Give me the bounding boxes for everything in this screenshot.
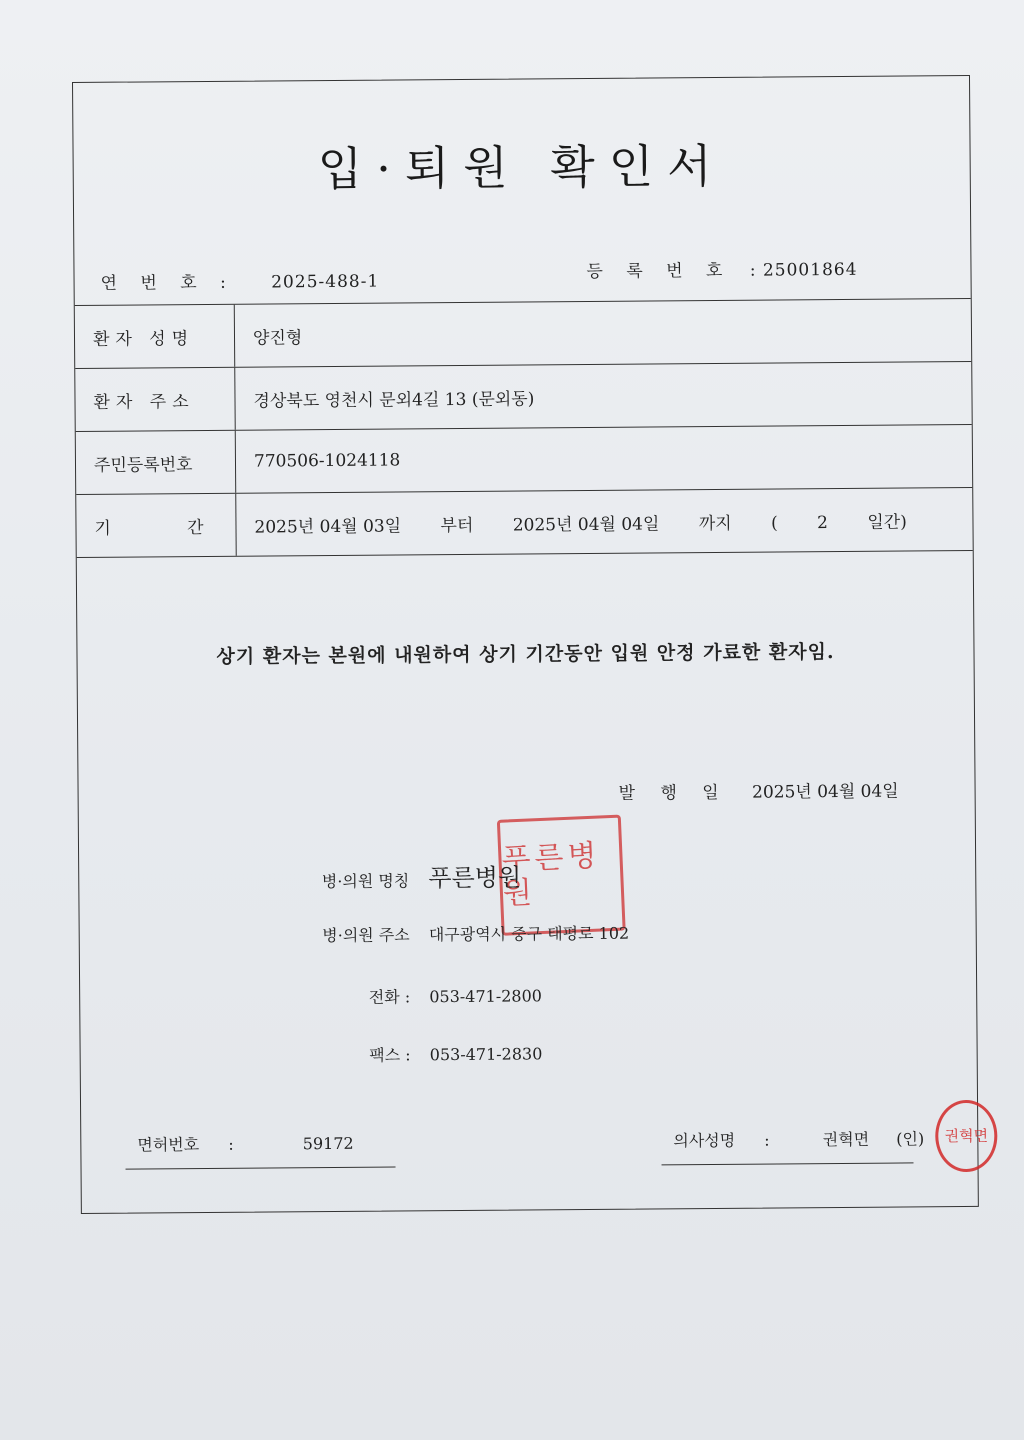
hospital-name-line	[219, 857, 521, 894]
license-underline	[126, 1166, 396, 1169]
certificate-frame	[72, 75, 989, 1214]
hospital-fax: 053-471-2830	[429, 1044, 543, 1065]
patient-name-value: 양진형	[252, 327, 303, 349]
hospital-name-label: 병·의원 명칭	[321, 871, 410, 892]
period-label-first: 기	[94, 518, 118, 539]
hospital-phone-line	[220, 983, 542, 1009]
registration-number	[586, 255, 857, 282]
doctor-label: 의사성명	[673, 1130, 736, 1151]
period-end: 2025년 04월 04일	[512, 513, 660, 536]
doctor-seal-text: 권혁면	[944, 1126, 989, 1146]
seal-mark: (인)	[896, 1129, 925, 1149]
hospital-phone: 053-471-2800	[429, 986, 542, 1007]
hospital-address-line	[220, 921, 630, 947]
registration-label: 등 록 번 호	[586, 260, 732, 282]
period-label	[76, 494, 236, 557]
doctor-name: 권혁면	[822, 1129, 870, 1150]
serial-value: 2025-488-1	[271, 271, 380, 293]
period-value	[236, 507, 941, 538]
license-number	[137, 1131, 353, 1156]
hospital-seal-text: 푸른병원	[500, 838, 602, 912]
period-label-second: 간	[186, 517, 210, 538]
hospital-name: 푸른병원	[428, 863, 522, 893]
hospital-address: 대구광역시 중구 태평로 102	[428, 923, 630, 945]
license-separator: :	[228, 1134, 234, 1154]
period-start: 2025년 04월 03일	[254, 515, 402, 538]
hospital-phone-label: 전화 :	[368, 987, 411, 1007]
doctor-signature	[673, 1126, 924, 1151]
issue-date-label: 발 행 일	[618, 782, 729, 804]
patient-info-table	[75, 298, 973, 558]
hospital-fax-label: 팩스 :	[369, 1045, 411, 1065]
rrn-label: 주민등록번호	[76, 431, 236, 494]
registration-value: : 25001864	[749, 259, 858, 281]
doctor-separator: :	[764, 1130, 770, 1150]
doctor-underline	[662, 1162, 914, 1165]
period-until: 까지	[698, 513, 732, 534]
issue-date	[618, 777, 898, 804]
serial-number	[100, 267, 379, 294]
period-open: (	[770, 512, 778, 534]
license-value: 59172	[302, 1133, 354, 1154]
table-row-address	[75, 362, 971, 432]
hospital-fax-line	[221, 1041, 543, 1067]
patient-address-label: 환자 주소	[75, 368, 235, 431]
period-days-unit: 일간)	[867, 511, 907, 533]
issue-date-value: 2025년 04월 04일	[752, 781, 899, 803]
serial-label: 연 번 호 :	[100, 272, 235, 294]
license-label: 면허번호	[137, 1135, 200, 1155]
patient-address-value: 경상북도 영천시 문외4길 13 (문외동)	[253, 388, 535, 412]
certification-statement: 상기 환자는 본원에 내원하여 상기 기간동안 입원 안정 가료한 환자임.	[216, 641, 835, 668]
doctor-seal-stamp	[935, 1100, 998, 1172]
document-title: 입·퇴원 확인서	[317, 138, 726, 197]
table-row-rrn	[76, 425, 972, 495]
table-row-name	[75, 299, 971, 369]
rrn-value: 770506-1024118	[253, 450, 401, 472]
patient-name-label: 환자 성명	[75, 305, 235, 368]
period-days: 2	[817, 512, 828, 533]
period-from: 부터	[440, 515, 474, 536]
hospital-address-label: 병·의원 주소	[322, 925, 410, 946]
table-row-period	[76, 488, 972, 558]
